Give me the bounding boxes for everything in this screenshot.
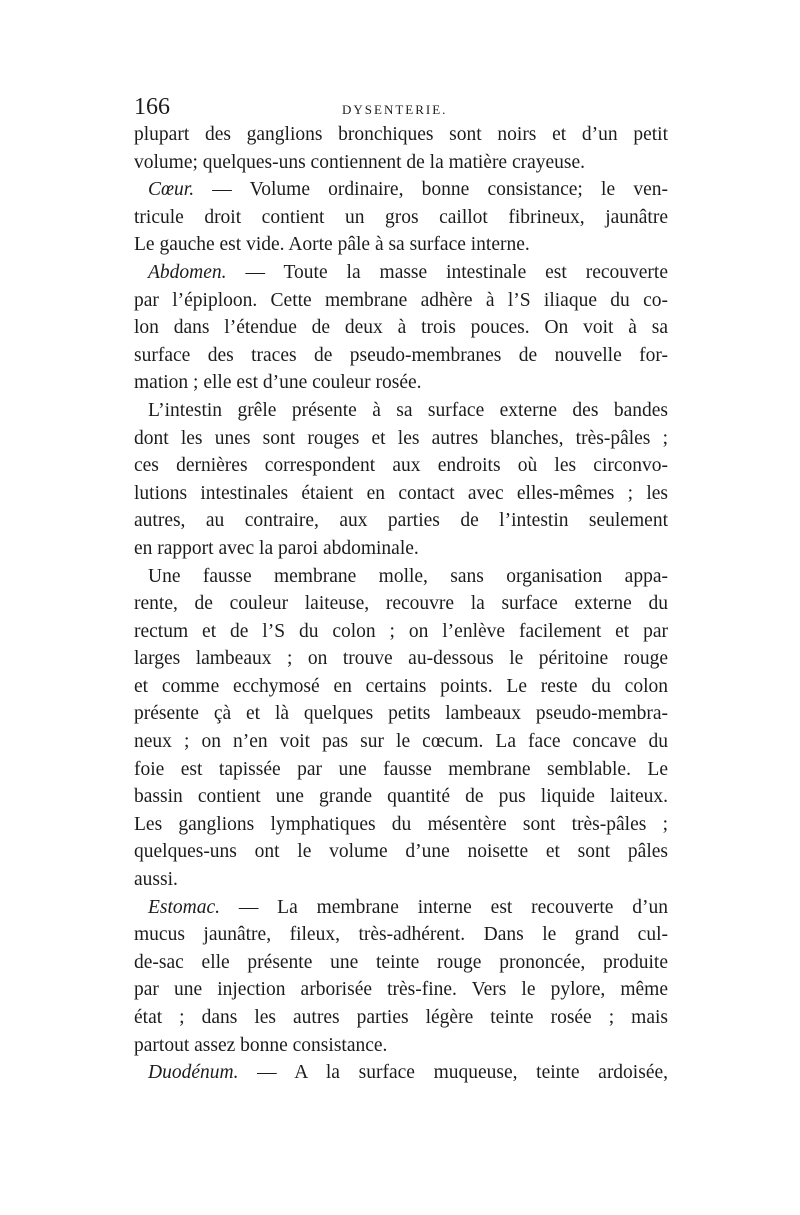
text-line: Estomac. — La membrane interne est recouverte d’un: [148, 896, 668, 918]
text-line: plupart des ganglions bronchiques sont noirs et d’un petit: [134, 124, 668, 145]
text-line: ces dernières correspondent aux endroits où les circonvo-: [134, 455, 668, 477]
text-line: présente çà et là quelques petits lambeaux pseudo-membra-: [134, 703, 668, 725]
text-line: lon dans l’étendue de deux à trois pouces. On voit à sa: [134, 317, 668, 339]
text-line: aussi.: [134, 869, 178, 891]
text-line: neux ; on n’en voit pas sur le cœcum. La face concave du: [134, 731, 668, 753]
text-line: partout assez bonne consistance.: [134, 1034, 388, 1056]
text-line: tricule droit contient un gros caillot fibrineux, jaunâtre: [134, 206, 668, 228]
section-heading-coeur: Cœur.: [148, 179, 195, 201]
text-line: de-sac elle présente une teinte rouge prononcée, produite: [134, 951, 668, 973]
text-line: quelques-uns ont le volume d’une noisette et sont pâles: [134, 841, 668, 863]
text-line: volume; quelques-uns contiennent de la matière crayeuse.: [134, 151, 586, 173]
text-line: Cœur. — Volume ordinaire, bonne consistance; le ven-: [148, 179, 668, 201]
text-line: larges lambeaux ; on trouve au-dessous le péritoine rouge: [134, 648, 668, 670]
book-page: [134, 94, 668, 1084]
text-line: Les ganglions lymphatiques du mésentère sont très-pâles ;: [134, 813, 668, 835]
text-line: Une fausse membrane molle, sans organisation appa-: [148, 565, 668, 587]
text-line: Abdomen. — Toute la masse intestinale est recouverte: [148, 261, 668, 283]
body-text: [134, 121, 668, 1087]
text-line: lutions intestinales étaient en contact avec elles-mêmes ; les: [134, 482, 668, 504]
section-heading-estomac: Estomac.: [148, 896, 221, 918]
running-title: DYSENTERIE.: [342, 102, 448, 117]
section-heading-abdomen: Abdomen.: [148, 261, 227, 283]
text-line: rente, de couleur laiteuse, recouvre la surface externe du: [134, 593, 668, 615]
page-header: [134, 94, 668, 120]
text-line: bassin contient une grande quantité de pus liquide laiteux.: [134, 786, 668, 808]
text-line: Le gauche est vide. Aorte pâle à sa surface interne.: [134, 234, 530, 256]
text-line: par une injection arborisée très-fine. Vers le pylore, même: [134, 979, 668, 1001]
page-number: 166: [134, 94, 170, 120]
text-line: état ; dans les autres parties légère teinte rosée ; mais: [134, 1007, 668, 1028]
text-line: mucus jaunâtre, fileux, très-adhérent. Dans le grand cul-: [134, 924, 668, 946]
text-line: L’intestin grêle présente à sa surface externe des bandes: [148, 399, 668, 421]
text-line: autres, au contraire, aux parties de l’intestin seulement: [134, 510, 668, 532]
text-line: dont les unes sont rouges et les autres blanches, très-pâles ;: [134, 427, 668, 449]
text-line: foie est tapissée par une fausse membrane semblable. Le: [134, 758, 668, 780]
text-line: par l’épiploon. Cette membrane adhère à l’S iliaque du co-: [134, 289, 668, 311]
section-heading-duodenum: Duodénum.: [148, 1062, 239, 1084]
text-line: et comme ecchymosé en certains points. Le reste du colon: [134, 675, 668, 697]
text-line: Duodénum. — A la surface muqueuse, teinte ardoisée,: [148, 1062, 668, 1084]
text-line: mation ; elle est d’une couleur rosée.: [134, 372, 422, 394]
text-line: rectum et de l’S du colon ; on l’enlève facilement et par: [134, 620, 668, 642]
text-line: surface des traces de pseudo-membranes de nouvelle for-: [134, 344, 668, 366]
text-line: en rapport avec la paroi abdominale.: [134, 537, 419, 559]
